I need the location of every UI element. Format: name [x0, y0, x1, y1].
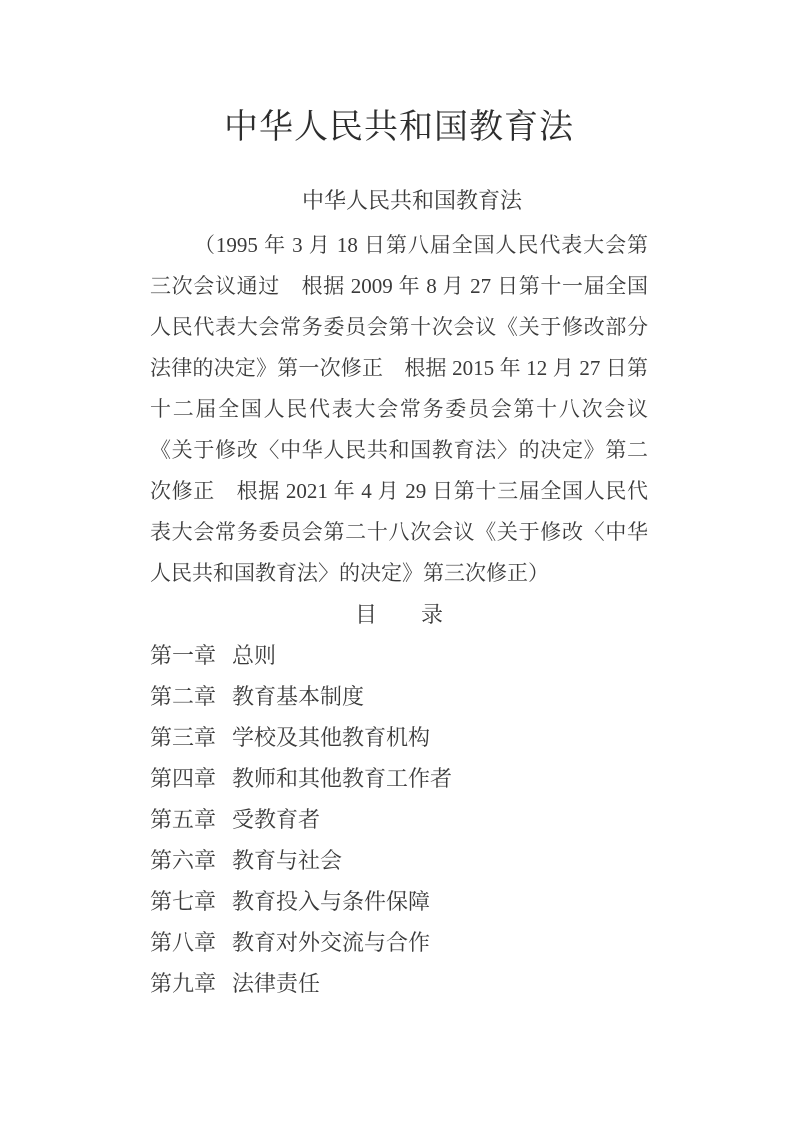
toc-chapter-number: 第九章: [150, 971, 217, 996]
toc-chapter-title: 教师和其他教育工作者: [232, 766, 453, 791]
toc-item: [150, 963, 648, 1004]
toc-item: [150, 717, 648, 758]
enactment-preamble: （1995 年 3 月 18 日第八届全国人民代表大会第三次会议通过 根据 2009 年 8 月 27 日第十一届全国人民代表大会常务委员会第十次会议《关于修改部分法律的决定》第一次修正 根据 2015 年 12 月 27 日第十二届全国人民代表大会常务委员会第十八次会议《关于修改〈中华人民共和国教育法〉的决定》第二次修正 根据 2021 年 4 月 29 日第十三届全国人民代表大会常务委员会第二十八次会议《关于修改〈中华人民共和国教育法〉的决定》第三次修正）: [150, 233, 648, 585]
toc-chapter-title: 受教育者: [232, 807, 321, 832]
toc-chapter-number: 第八章: [150, 930, 217, 955]
toc-chapter-number: 第一章: [150, 643, 217, 668]
toc-chapter-number: 第五章: [150, 807, 217, 832]
toc-chapter-title: 教育投入与条件保障: [232, 889, 431, 914]
toc-chapter-title: 法律责任: [232, 971, 321, 996]
toc-item: [150, 840, 648, 881]
toc-item: [150, 922, 648, 963]
toc-list: [150, 635, 648, 1004]
toc-chapter-title: 总则: [232, 643, 277, 668]
document-content: [150, 0, 648, 1004]
toc-heading: 目 录: [354, 602, 443, 627]
toc-item: [150, 758, 648, 799]
toc-chapter-number: 第二章: [150, 684, 217, 709]
toc-chapter-number: 第三章: [150, 725, 217, 750]
toc-chapter-title: 教育与社会: [232, 848, 343, 873]
toc-item: [150, 676, 648, 717]
toc-chapter-title: 教育对外交流与合作: [232, 930, 431, 955]
toc-item: [150, 881, 648, 922]
document-subtitle: 中华人民共和国教育法: [301, 188, 522, 213]
toc-chapter-number: 第四章: [150, 766, 217, 791]
toc-chapter-title: 学校及其他教育机构: [232, 725, 431, 750]
toc-item: [150, 635, 648, 676]
toc-chapter-number: 第七章: [150, 889, 217, 914]
toc-chapter-title: 教育基本制度: [232, 684, 365, 709]
toc-chapter-number: 第六章: [150, 848, 217, 873]
toc-item: [150, 799, 648, 840]
page-title: 中华人民共和国教育法: [224, 108, 574, 146]
